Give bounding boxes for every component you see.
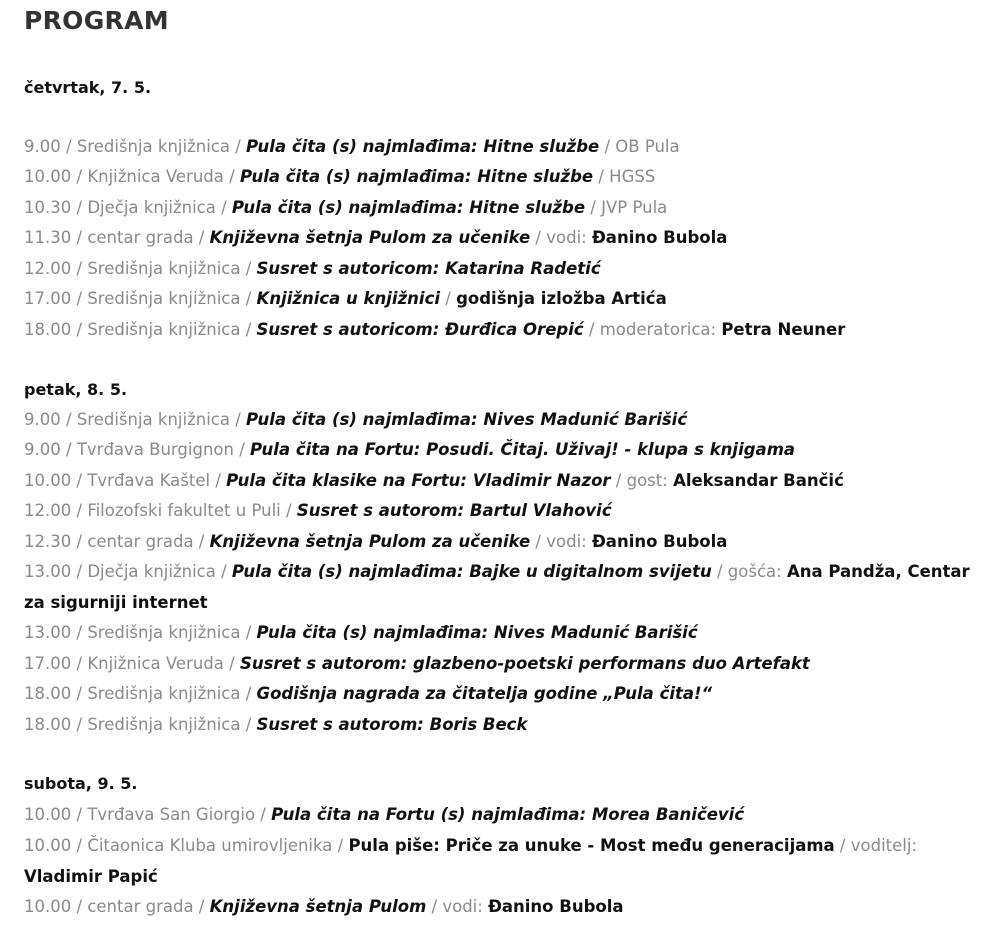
day-heading: petak, 8. 5.: [24, 380, 128, 399]
event-extra-label: gošća:: [727, 562, 782, 581]
event-row: [24, 649, 984, 680]
event-time: 18.00: [24, 715, 72, 734]
event-time: 18.00: [24, 684, 72, 703]
event-time: 10.00: [24, 836, 72, 855]
separator: /: [71, 715, 88, 734]
event-time: 18.00: [24, 320, 72, 339]
separator: /: [71, 289, 88, 308]
event-title: Pula čita (s) najmlađima: Nives Madunić Barišić: [256, 623, 698, 642]
event-extra-label: gost:: [626, 471, 668, 490]
event-title: Književna šetnja Pulom za učenike: [209, 532, 531, 551]
separator: /: [71, 654, 88, 673]
event-row: [24, 315, 984, 346]
event-title: Susret s autoricom: Katarina Radetić: [256, 259, 601, 278]
event-row: [24, 710, 984, 741]
separator: /: [193, 897, 210, 916]
event-place: Dječja knjižnica: [87, 562, 216, 581]
event-place: Dječja knjižnica: [87, 198, 216, 217]
event-extra-value: Vladimir Papić: [24, 866, 158, 886]
event-time: 17.00: [24, 289, 72, 308]
event-extra-value: Petra Neuner: [721, 320, 846, 339]
event-place: centar grada: [87, 532, 194, 551]
event-title: Susret s autorom: Bartul Vlahović: [296, 501, 612, 520]
event-place: Čitaonica Kluba umirovljenika: [87, 836, 333, 855]
separator: /: [229, 410, 247, 429]
event-title: Pula čita na Fortu (s) najmlađima: Morea Baničević: [271, 805, 745, 824]
separator: /: [530, 228, 547, 247]
event-row: [24, 892, 984, 923]
event-time: 10.30: [24, 198, 72, 217]
event-title: Pula čita (s) najmlađima: Hitne službe: [231, 198, 586, 217]
event-title: Pula čita na Fortu: Posudi. Čitaj. Uživaj! - klupa s knjigama: [250, 440, 796, 459]
event-place: Tvrđava San Giorgio: [87, 805, 256, 824]
separator: /: [593, 167, 610, 186]
event-time: 10.00: [24, 897, 72, 916]
event-extra-label: OB Pula: [615, 137, 680, 156]
event-place: Središnja knjižnica: [87, 289, 241, 308]
event-row: [24, 254, 984, 285]
event-title: Književna šetnja Pulom za učenike: [209, 228, 531, 247]
event-row: [24, 284, 984, 315]
event-row: [24, 831, 984, 892]
separator: /: [240, 684, 257, 703]
event-title: Pula čita klasike na Fortu: Vladimir Nazor: [226, 471, 611, 490]
event-place: Središnja knjižnica: [87, 259, 241, 278]
event-extra-label: voditelj:: [850, 836, 918, 855]
event-extra-value: godišnja izložba Artića: [456, 289, 667, 308]
event-title: Knjižnica u knjižnici: [256, 289, 441, 308]
separator: /: [599, 137, 616, 156]
event-time: 17.00: [24, 654, 72, 673]
event-place: Središnja knjižnica: [87, 715, 241, 734]
event-time: 13.00: [24, 623, 72, 642]
separator: /: [215, 198, 232, 217]
separator: /: [71, 259, 88, 278]
event-extra-value: Aleksandar Bančić: [673, 471, 844, 490]
event-place: Filozofski fakultet u Puli: [87, 501, 281, 520]
event-extra-label: JVP Pula: [601, 198, 668, 217]
event-time: 12.30: [24, 532, 72, 551]
event-extra-value: Pula piše: Priče za unuke - Most među generacijama: [348, 836, 835, 855]
separator: /: [240, 715, 257, 734]
event-title: Godišnja nagrada za čitatelja godine „Pula čita!“: [256, 684, 713, 703]
event-place: Središnja knjižnica: [87, 623, 241, 642]
event-row: [24, 405, 984, 436]
event-time: 10.00: [24, 471, 72, 490]
event-title: Susret s autoricom: Đurđica Orepić: [256, 320, 584, 339]
event-extra-label: HGSS: [609, 167, 656, 186]
separator: /: [71, 501, 88, 520]
separator: /: [233, 440, 251, 459]
separator: /: [71, 228, 88, 247]
event-extra-value: Đanino Bubola: [488, 897, 624, 916]
event-place: Tvrđava Kaštel: [87, 471, 211, 490]
separator: /: [240, 259, 257, 278]
separator: /: [71, 532, 88, 551]
separator: /: [223, 167, 240, 186]
event-extra-label: vodi:: [546, 532, 587, 551]
day-heading: subota, 9. 5.: [24, 774, 138, 793]
separator: /: [71, 897, 88, 916]
event-place: centar grada: [87, 897, 194, 916]
event-time: 11.30: [24, 228, 72, 247]
event-extra-label: moderatorica:: [599, 320, 717, 339]
event-row: [24, 193, 984, 224]
separator: /: [610, 471, 627, 490]
event-place: Središnja knjižnica: [76, 410, 230, 429]
event-title: Susret s autorom: Boris Beck: [256, 715, 528, 734]
event-time: 9.00: [24, 137, 61, 156]
event-place: Središnja knjižnica: [87, 684, 241, 703]
separator: /: [71, 684, 88, 703]
event-row: [24, 132, 984, 163]
event-time: 9.00: [24, 440, 61, 459]
separator: /: [71, 562, 88, 581]
separator: /: [834, 836, 851, 855]
separator: /: [711, 562, 728, 581]
separator: /: [530, 532, 547, 551]
event-extra-label: vodi:: [442, 897, 483, 916]
separator: /: [240, 623, 257, 642]
event-row: [24, 435, 984, 466]
separator: /: [60, 137, 77, 156]
separator: /: [229, 137, 247, 156]
event-title: Pula čita (s) najmlađima: Nives Madunić Barišić: [246, 410, 688, 429]
separator: /: [71, 198, 88, 217]
event-time: 12.00: [24, 501, 72, 520]
separator: /: [71, 805, 88, 824]
event-time: 12.00: [24, 259, 72, 278]
event-title: Susret s autorom: glazbeno-poetski performans duo Artefakt: [239, 654, 810, 673]
separator: /: [223, 654, 240, 673]
event-row: [24, 800, 984, 831]
separator: /: [60, 440, 77, 459]
event-row: [24, 223, 984, 254]
separator: /: [71, 167, 88, 186]
event-place: Središnja knjižnica: [87, 320, 241, 339]
event-row: [24, 466, 984, 497]
event-title: Pula čita (s) najmlađima: Hitne službe: [239, 167, 594, 186]
event-row: [24, 557, 984, 618]
separator: /: [215, 562, 232, 581]
event-time: 13.00: [24, 562, 72, 581]
separator: /: [193, 228, 210, 247]
separator: /: [71, 320, 88, 339]
separator: /: [71, 471, 88, 490]
event-row: [24, 679, 984, 710]
separator: /: [585, 198, 602, 217]
event-place: Središnja knjižnica: [76, 137, 230, 156]
separator: /: [71, 623, 88, 642]
separator: /: [255, 805, 272, 824]
separator: /: [240, 289, 257, 308]
event-place: Knjižnica Veruda: [87, 654, 224, 673]
separator: /: [60, 410, 77, 429]
event-extra-value: Ana Pandža, Centar za sigurniji internet: [24, 562, 970, 612]
separator: /: [280, 501, 297, 520]
event-time: 9.00: [24, 410, 61, 429]
page-title: PROGRAM: [24, 6, 169, 35]
separator: /: [71, 836, 88, 855]
event-row: [24, 162, 984, 193]
separator: /: [426, 897, 443, 916]
separator: /: [332, 836, 349, 855]
separator: /: [583, 320, 600, 339]
event-time: 10.00: [24, 167, 72, 186]
event-title: Književna šetnja Pulom: [209, 897, 427, 916]
event-row: [24, 496, 984, 527]
separator: /: [240, 320, 257, 339]
event-row: [24, 618, 984, 649]
separator: /: [210, 471, 227, 490]
event-place: Knjižnica Veruda: [87, 167, 224, 186]
separator: /: [440, 289, 457, 308]
event-title: Pula čita (s) najmlađima: Hitne službe: [246, 137, 600, 156]
event-title: Pula čita (s) najmlađima: Bajke u digitalnom svijetu: [231, 562, 712, 581]
event-place: Tvrđava Burgignon: [76, 440, 234, 459]
event-extra-value: Đanino Bubola: [591, 532, 728, 551]
event-extra-label: vodi:: [546, 228, 587, 247]
separator: /: [193, 532, 210, 551]
event-extra-value: Đanino Bubola: [591, 228, 728, 247]
event-time: 10.00: [24, 805, 72, 824]
event-row: [24, 527, 984, 558]
day-heading: četvrtak, 7. 5.: [24, 78, 152, 97]
event-place: centar grada: [87, 228, 194, 247]
